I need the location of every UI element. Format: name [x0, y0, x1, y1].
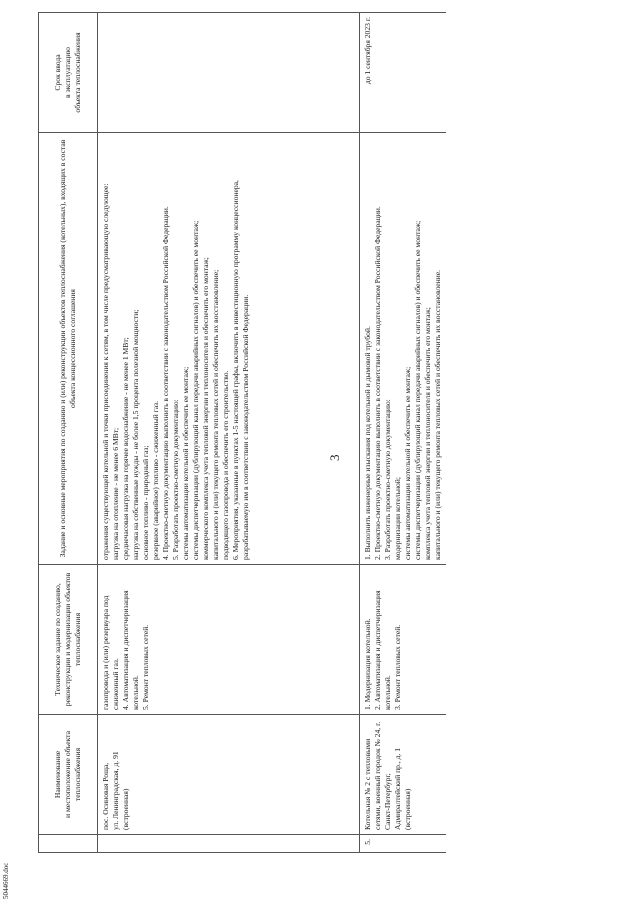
- measure-item: основное топливо - природный газ;: [141, 445, 151, 560]
- technical-tasks-cell: [360, 565, 447, 715]
- task-item: 2. Автоматизация и диспетчеризация котельной.: [373, 590, 393, 710]
- task-item: 3. Ремонт тепловых сетей.: [393, 624, 403, 710]
- measure-item: комплекса учета тепловой энергии и теплоносителя и обеспечить его монтаж;: [423, 307, 433, 560]
- measure-item: 1. Выполнить инженерные изыскания под котельной и дымовой трубой.: [363, 326, 372, 560]
- technical-tasks-cell: [98, 565, 360, 715]
- header-name-location: Наименование и местоположение объекта теплоснабжения: [39, 715, 98, 835]
- commissioning-deadline: до 1 сентября 2023 г.: [360, 13, 447, 133]
- object-name-location: Котельная № 2 с тепловыми сетями, военный городок № 24, г. Санкт-Петербург, Адмиралтейский пр., д. 1 (встроенная): [360, 715, 447, 835]
- measure-item: системы диспетчеризации (дублирующий канал передачи аварийных сигналов) и обеспечить ее монтаж;: [413, 220, 423, 560]
- measure-item: системы автоматизации котельной и обеспечить ее монтаж;: [181, 366, 191, 560]
- table-row: [98, 13, 360, 853]
- measure-item: отражения существующей котельной и точки присоединения к сетям, в том числе предусматривающую следующее:: [101, 183, 110, 560]
- concession-objects-table: [38, 12, 446, 853]
- measure-item: системы диспетчеризации (дублирующий канал передачи аварийных сигналов) и обеспечить ее монтаж;: [191, 220, 201, 560]
- header-technical-tasks: Техническое задание по созданию, реконструкции и модернизации объектов теплоснабжения: [39, 565, 98, 715]
- measure-item: подводящего газопровода и обеспечить его строительство.: [221, 370, 231, 560]
- measures-cell: [360, 133, 447, 565]
- measure-item: капитального и (или) текущего ремонта тепловых сетей и обеспечить их восстановление;: [211, 269, 221, 560]
- measure-item: нагрузка на отопление - не менее 6 МВт;: [111, 427, 121, 560]
- table-row: [360, 13, 447, 853]
- row-number: 5.: [360, 835, 447, 853]
- measure-item: капитального и (или) текущего ремонта тепловых сетей и обеспечить их восстановление.: [433, 270, 443, 560]
- header-deadline: Срок ввода в эксплуатацию объекта теплоснабжения: [39, 13, 98, 133]
- header-measures: Задание и основные мероприятия по созданию и (или) реконструкции объектов теплоснабжения (котельных), входящих в состав объекта концессионного соглашения: [39, 133, 98, 565]
- measure-item: 3. Разработать проектно-сметную документацию:: [383, 399, 393, 560]
- measure-item: 2. Проектно-сметную документацию выполнить в соответствии с законодательством Российской Федерации.: [373, 206, 383, 560]
- task-item: газопровода и (или) резервуара под сжиженный газ.: [101, 595, 121, 710]
- table-header-row: [39, 13, 98, 853]
- row-number: [98, 835, 360, 853]
- measure-item: среднечасовая нагрузка на горячее водоснабжение - не менее 1 МВт;: [121, 337, 131, 560]
- task-item: 4. Автоматизация и диспетчеризация котельной.: [121, 590, 141, 710]
- measure-item: коммерческого комплекса учета тепловой энергии и теплоносителя и обеспечить его монтаж;: [201, 257, 211, 560]
- measures-cell: [98, 133, 360, 565]
- task-item: 5. Ремонт тепловых сетей.: [141, 624, 151, 710]
- measure-item: модернизации котельной;: [393, 477, 403, 560]
- measure-item: 4. Проектно-сметную документацию выполнить в соответствии с законодательством Российской Федерации.: [161, 206, 171, 560]
- measure-item: системы автоматизации котельной и обеспечить ее монтаж;: [403, 366, 413, 560]
- measure-item: резервное (аварийное) топливо - сжиженный газ.: [151, 400, 161, 560]
- commissioning-deadline: [98, 13, 360, 133]
- file-reference: 5044669.doc: [2, 862, 10, 899]
- page-number: 3: [327, 454, 342, 461]
- measure-item: нагрузка на собственные нужды - не более 1,5 процента полезной мощности;: [131, 309, 141, 560]
- object-name-location: пос. Осиновая Роща, ул. Ленинградская, д. 91 (встроенная): [98, 715, 360, 835]
- task-item: 1. Модернизация котельной.: [363, 618, 372, 710]
- measure-item: 6. Мероприятия, указанные в пунктах 1-5 настоящей графы, включить в инвестиционную программу концессионера, разрабатываемую им в соответствии с законодательством Российской Федерации.: [231, 180, 251, 560]
- measure-item: 5. Разработать проектно-сметную документацию:: [171, 399, 181, 560]
- header-number: [39, 835, 98, 853]
